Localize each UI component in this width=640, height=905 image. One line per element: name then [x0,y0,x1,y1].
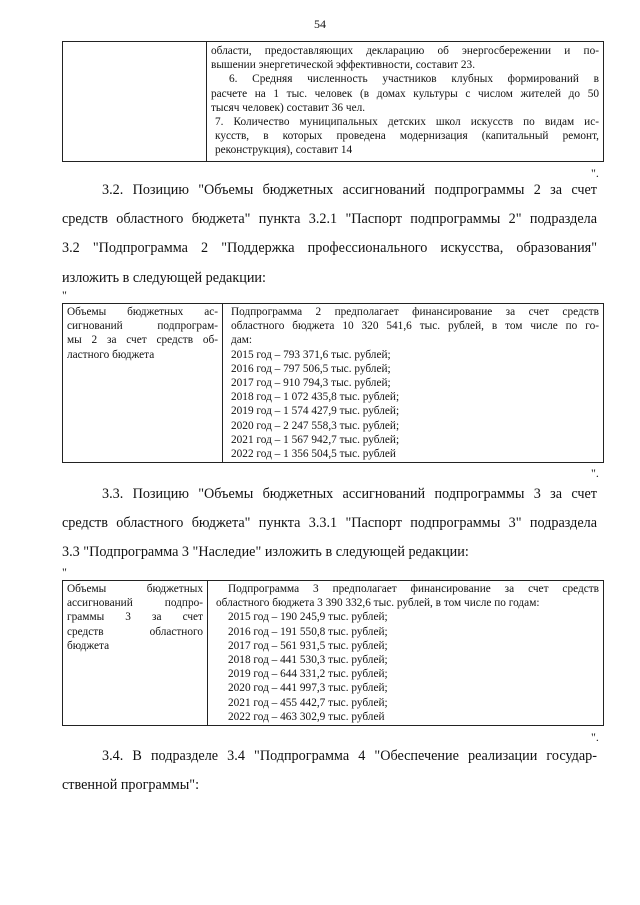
continuation-left-cell [63,42,207,162]
paragraph-line: средств областного бюджета" пункта 3.2.1 "Паспорт подпрограммы 2" подраздела [62,211,597,228]
intro-line: областного бюджета 10 320 541,6 тыс. рублей, в том числе по го- [231,320,599,333]
continuation-right-cell [207,42,604,162]
continuation-table [62,41,604,162]
year-line: 2018 год – 1 072 435,8 тыс. рублей; [231,391,400,404]
year-line: 2018 год – 441 530,3 тыс. рублей; [228,654,388,667]
continuation-line: области, предоставляющих декларацию об энергосбережении и по- [211,45,599,57]
label-line: ластного бюджета [67,348,155,361]
label-line: средств областного [67,625,203,638]
year-line: 2021 год – 1 567 942,7 тыс. рублей; [231,433,400,446]
year-line: 2019 год – 1 574 427,9 тыс. рублей; [231,405,400,418]
year-line: 2017 год – 561 931,5 тыс. рублей; [228,639,388,652]
intro-line: Подпрограмма 2 предполагает финансирование за счет средств [231,306,599,318]
page-number: 54 [314,17,326,31]
paragraph-line: 3.2 "Подпрограмма 2 "Поддержка профессионального искусства, образования" [62,240,597,257]
year-line: 2016 год – 797 506,5 тыс. рублей; [231,362,391,375]
opening-quote-mark: " [62,288,67,302]
intro-line: Подпрограмма 3 предполагает финансирование за счет средств [228,583,599,595]
paragraph-line: 3.3 "Подпрограмма 3 "Наследие" изложить в следующей редакции: [62,544,469,561]
subprogram-3-table [62,580,604,726]
year-line: 2022 год – 1 356 504,5 тыс. рублей [231,448,396,461]
closing-quote-mark: ". [591,466,599,480]
paragraph-line: 3.4. В подразделе 3.4 "Подпрограмма 4 "Обеспечение реализации государ- [102,748,597,764]
year-line: 2019 год – 644 331,2 тыс. рублей; [228,668,388,681]
intro-line: областного бюджета 3 390 332,6 тыс. рублей, в том числе по годам: [216,597,540,610]
label-line: сигнований подпрограм- [67,320,218,333]
paragraph-line: 3.3. Позицию "Объемы бюджетных ассигнований подпрограммы 3 за счет [102,486,597,502]
closing-quote-mark: ". [591,166,599,180]
label-line: мы 2 за счет средств об- [67,334,218,347]
year-line: 2015 год – 793 371,6 тыс. рублей; [231,348,391,361]
year-line: 2017 год – 910 794,3 тыс. рублей; [231,377,391,390]
year-line: 2015 год – 190 245,9 тыс. рублей; [228,611,388,624]
label-line: Объемы бюджетных ас- [67,306,218,318]
label-line: ассигнований подпро- [67,597,203,610]
continuation-line: кусств, в которых проведена модернизация (капитальный ремонт, [215,130,599,143]
paragraph-line: ственной программы": [62,777,200,794]
paragraph-line: изложить в следующей редакции: [62,269,266,286]
paragraph-line: 3.2. Позицию "Объемы бюджетных ассигнований подпрограммы 2 за счет [102,182,597,198]
paragraph-3-2 [62,176,597,293]
paragraph-line: средств областного бюджета" пункта 3.3.1 "Паспорт подпрограммы 3" подраздела [62,515,597,532]
continuation-line: вышении энергетической эффективности, составит 23. [211,59,476,72]
continuation-line: реконструкция), составит 14 [215,144,353,157]
intro-line: дам: [231,334,253,347]
year-line: 2020 год – 441 997,3 тыс. рублей; [228,682,388,695]
paragraph-3-4 [62,742,597,800]
subprogram-3-label-cell [63,581,208,726]
year-line: 2016 год – 191 550,8 тыс. рублей; [228,625,388,638]
paragraph-3-3 [62,480,597,568]
continuation-line: 7. Количество муниципальных детских школ искусств по видам ис- [215,116,599,129]
label-line: бюджета [67,639,110,652]
subprogram-2-value-cell [223,304,604,463]
subprogram-3-value-cell [208,581,604,726]
year-line: 2022 год – 463 302,9 тыс. рублей [228,710,385,723]
continuation-line: тысяч человек) составит 36 чел. [211,101,366,114]
closing-quote-mark: ". [591,730,599,744]
subprogram-2-label-cell [63,304,223,463]
year-line: 2020 год – 2 247 558,3 тыс. рублей; [231,419,400,432]
label-line: граммы 3 за счет [67,611,203,624]
continuation-line: расчете на 1 тыс. человек (в домах культуры с числом жителей до 50 [211,87,599,100]
label-line: Объемы бюджетных [67,583,203,595]
subprogram-2-table [62,303,604,463]
opening-quote-mark: " [62,565,67,579]
continuation-line: 6. Средняя численность участников клубных формирований в [229,73,599,86]
year-line: 2021 год – 455 442,7 тыс. рублей; [228,696,388,709]
